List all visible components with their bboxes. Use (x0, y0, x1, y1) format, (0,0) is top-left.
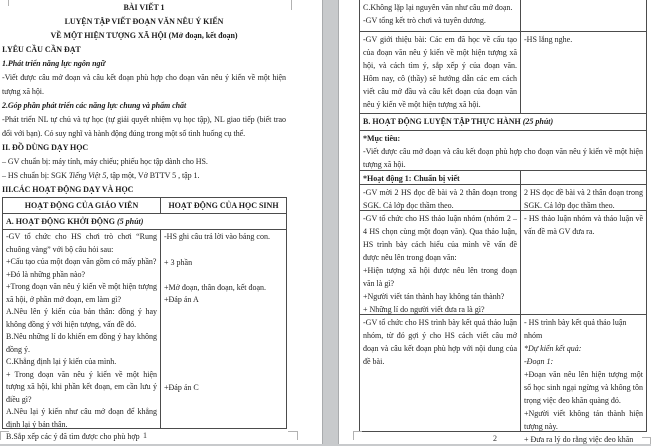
section-heading-i: I.YÊU CẦU CẦN ĐẠT (2, 45, 81, 54)
gv-paragraph: -GV tổ chức cho HS chơi trò chơi “Rung chuông vàng” với bộ câu hỏi sau: (6, 232, 157, 254)
paragraph-nang-luc-ngon-ngu: -Viết được câu mở đoạn và câu kết đoạn phù hợp cho đoạn văn nêu ý kiến về một hiện tượng xã hội. (2, 73, 286, 96)
gv-cell (360, 211, 521, 314)
subheading-2: 2.Góp phần phát triển các năng lực chung và phẩm chất (2, 101, 187, 110)
activity-b-duration: (25 phút) (522, 117, 554, 126)
hs-paragraph-doan-1: -Đoạn 1: (524, 357, 554, 366)
gv-paragraph: B.Sắp xếp các ý đã tìm được cho phù hợp (6, 432, 140, 441)
activity-a-body-row (3, 230, 286, 441)
page1-header-text (2, 1, 286, 197)
hs-paragraph: - HS trình bày kết quả thảo luận nhóm (524, 318, 627, 340)
muc-tieu-row (360, 131, 646, 171)
crop-mark (642, 437, 651, 444)
crop-mark (8, 0, 10, 6)
hs-paragraph: 2 HS đọc đề bài và 2 thân đoạn trong SGK. Cả lớp đọc thầm theo. (524, 188, 643, 210)
activity-a-title: A. HOẠT ĐỘNG KHỞI ĐỘNG (6, 217, 117, 226)
hs-paragraph: - HS thảo luận nhóm và thảo luận về vấn đề mà GV đưa ra. (524, 214, 643, 236)
hs-cell (521, 211, 646, 314)
paragraph-gv-chuan-bi: – GV chuẩn bị: máy tính, máy chiếu; phiếu học tập dành cho HS. (2, 157, 208, 166)
hs-paragraph: +Đáp án C (164, 383, 199, 392)
gv-paragraph: +Cấu tạo của một đoạn văn gồm có mấy phần? (6, 257, 157, 266)
hs-paragraph: -HS lắng nghe. (524, 35, 573, 44)
hs-cell (521, 32, 646, 113)
activity-b-heading-row (360, 114, 646, 131)
book-title-italic: Tiếng Việt 5 (68, 171, 107, 180)
gv-paragraph: +Người viết tán thành hay không tán thành? (363, 292, 505, 301)
hs-cell (521, 0, 646, 31)
doc-title-line-1: BÀI VIẾT 1 (123, 3, 165, 12)
muc-tieu-heading: *Mục tiêu: (363, 134, 401, 143)
gv-paragraph: A.Nêu lên ý kiến của bản thân: đồng ý hay không đồng ý với hiện tượng, vấn đề đó. (6, 307, 157, 329)
gv-paragraph: +Hiện tượng xã hội được nêu lên trong đoạn văn là gì? (363, 266, 517, 288)
hoat-dong-1-heading-row (360, 171, 646, 185)
gv-cell-activity-a (3, 230, 161, 441)
page-2 (338, 0, 651, 444)
hs-paragraph: +Mở đoạn, thân đoạn, kết đoạn. (164, 283, 267, 292)
table-header-gv: HOẠT ĐỘNG CỦA GIÁO VIÊN (3, 198, 161, 213)
gv-paragraph: +Đó là những phần nào? (6, 269, 86, 279)
page-number-1: 1 (143, 431, 147, 440)
hs-cell (521, 185, 646, 210)
hoat-dong-1-heading: *Hoạt động 1: Chuẩn bị viết (360, 171, 521, 184)
hs-chuan-bi-suffix: , tập một, Vở BTTV 5 , tập 1. (106, 171, 200, 180)
page-number-2: 2 (493, 434, 497, 443)
activity-b-heading (360, 114, 646, 130)
gv-paragraph: A.Nêu lại ý kiến như câu mở đoạn để khẳng định lại ý bản thân. (6, 407, 157, 429)
paragraph-hs-chuan-bi (2, 169, 286, 183)
hs-cell-activity-a (161, 230, 286, 428)
lesson-table-page1 (2, 197, 287, 441)
gv-paragraph: -GV mời 2 HS đọc đề bài và 2 thân đoạn trong SGK. Cả lớp đọc thầm theo. (363, 188, 517, 210)
section-heading-ii: II. ĐỒ DÙNG DẠY HỌC (2, 143, 89, 152)
hs-paragraph-du-kien: *Dự kiến kết quả: (524, 344, 582, 353)
gv-paragraph: + Những lí do người viết đưa ra là gì? (363, 305, 485, 314)
hs-cell (521, 171, 646, 184)
crop-mark (0, 431, 9, 440)
table-header-row (3, 198, 286, 214)
gv-paragraph: -GV tổ chức cho HS thảo luận nhóm (nhóm 2 – 4 HS chọn cùng một đoạn văn). Qua thảo luận, HS trình bày cách hiểu của mình về vấn đề được nêu lên trong đoạn văn: (363, 214, 517, 262)
gv-paragraph: +Trong đoạn văn nêu ý kiến về một hiện tượng xã hội, ở phần mở đoạn, em làm gì? (6, 282, 157, 304)
activity-a-heading-row (3, 214, 286, 230)
hs-paragraph: -HS ghi câu trả lời vào bảng con. (164, 232, 270, 241)
gv-cell (360, 185, 521, 210)
trinh-bay-ket-qua-row (360, 315, 646, 444)
gv-paragraph: C.Khẳng định lại ý kiến của mình. (6, 357, 117, 366)
crop-mark (353, 431, 362, 440)
doc-de-bai-row (360, 185, 646, 211)
muc-tieu-paragraph: -Viết được câu mở đoạn và câu kết đoạn phù hợp cho đoạn văn nêu ý kiến về một hiện tượng xã hội. (363, 147, 643, 169)
khoi-dong-continuation-row (360, 0, 646, 32)
section-heading-iii: III.CÁC HOẠT ĐỘNG DẠY VÀ HỌC (2, 185, 134, 194)
muc-tieu-cell (360, 131, 646, 172)
activity-a-heading (3, 214, 286, 229)
gv-paragraph: C.Không lặp lại nguyên văn như câu mở đoạn. (363, 3, 513, 12)
gioi-thieu-bai-row (360, 32, 646, 114)
gv-paragraph: -GV giới thiệu bài: Các em đã học về cấu tạo của đoạn văn nêu ý kiến về một hiện tượng xã hội, và cách tìm ý, sắp xếp ý của đoạn văn. Hôm nay, cô (thầy) sẽ hướng dẫn các em cách viết câu mở đầu và câu kết đoạn của đoạn văn nêu ý kiến về một hiện tượng xã hội. (363, 35, 517, 109)
activity-a-duration: (5 phút) (116, 217, 144, 226)
crop-mark (288, 431, 298, 440)
hs-cell (521, 315, 646, 444)
gv-paragraph: -GV tổng kết trò chơi và tuyên dương. (363, 16, 486, 25)
hs-paragraph: + 3 phần (164, 258, 193, 267)
paragraph-nang-luc-chung: -Phát triển NL tự chủ và tự học (tự giải quyết nhiệm vụ học tập), NL giao tiếp (biết trao đổi với bạn). Có suy nghĩ và hành động đúng trong một số tình huống cụ thể. (2, 115, 286, 138)
hs-paragraph: +Người viết không tán thành hiện tượng này. (524, 409, 643, 431)
thao-luan-nhom-row (360, 211, 646, 315)
hs-paragraph: +Đoạn văn nêu lên hiện tượng một số học sinh ngại ngừng và không tôn trọng việc đeo khăn quàng đỏ. (524, 370, 643, 405)
gv-cell (360, 315, 521, 431)
gv-paragraph: -GV tổ chức cho HS trình bày kết quả thảo luận nhóm, từ đó gợi ý cho HS cách viết câu mở đoạn và câu kết đoạn phù hợp với nội dung của đề bài. (363, 318, 517, 366)
table-header-hs: HOẠT ĐỘNG CỦA HỌC SINH (168, 201, 279, 210)
hs-paragraph: + Đưa ra lý do rằng việc đeo khăn (524, 435, 634, 444)
activity-b-title: B. HOẠT ĐỘNG LUYỆN TẬP THỰC HÀNH (363, 117, 523, 126)
gv-paragraph: + Trong đoạn văn nêu ý kiến về một hiện tượng xã hội, khi phần kết đoạn, em cần lưu ý điều gì? (6, 369, 157, 404)
gv-cell (360, 32, 521, 113)
subheading-1: 1.Phát triển năng lực ngôn ngữ (2, 59, 106, 68)
page-1 (0, 0, 323, 444)
lesson-table-page2 (359, 0, 647, 444)
gv-paragraph: B.Nêu những lí do khiến em đồng ý hay không đồng ý. (6, 332, 157, 354)
hs-chuan-bi-prefix: – HS chuẩn bị: SGK (2, 171, 69, 180)
doc-title-line-2: LUYỆN TẬP VIẾT ĐOẠN VĂN NÊU Ý KIẾN (64, 17, 224, 26)
crop-mark (291, 0, 293, 10)
doc-title-line-3: VỀ MỘT HIỆN TƯỢNG XÃ HỘI (Mở đoạn, kết đoạn) (50, 31, 238, 40)
gv-cell (360, 0, 521, 31)
hs-paragraph: +Đáp án A (164, 295, 199, 304)
